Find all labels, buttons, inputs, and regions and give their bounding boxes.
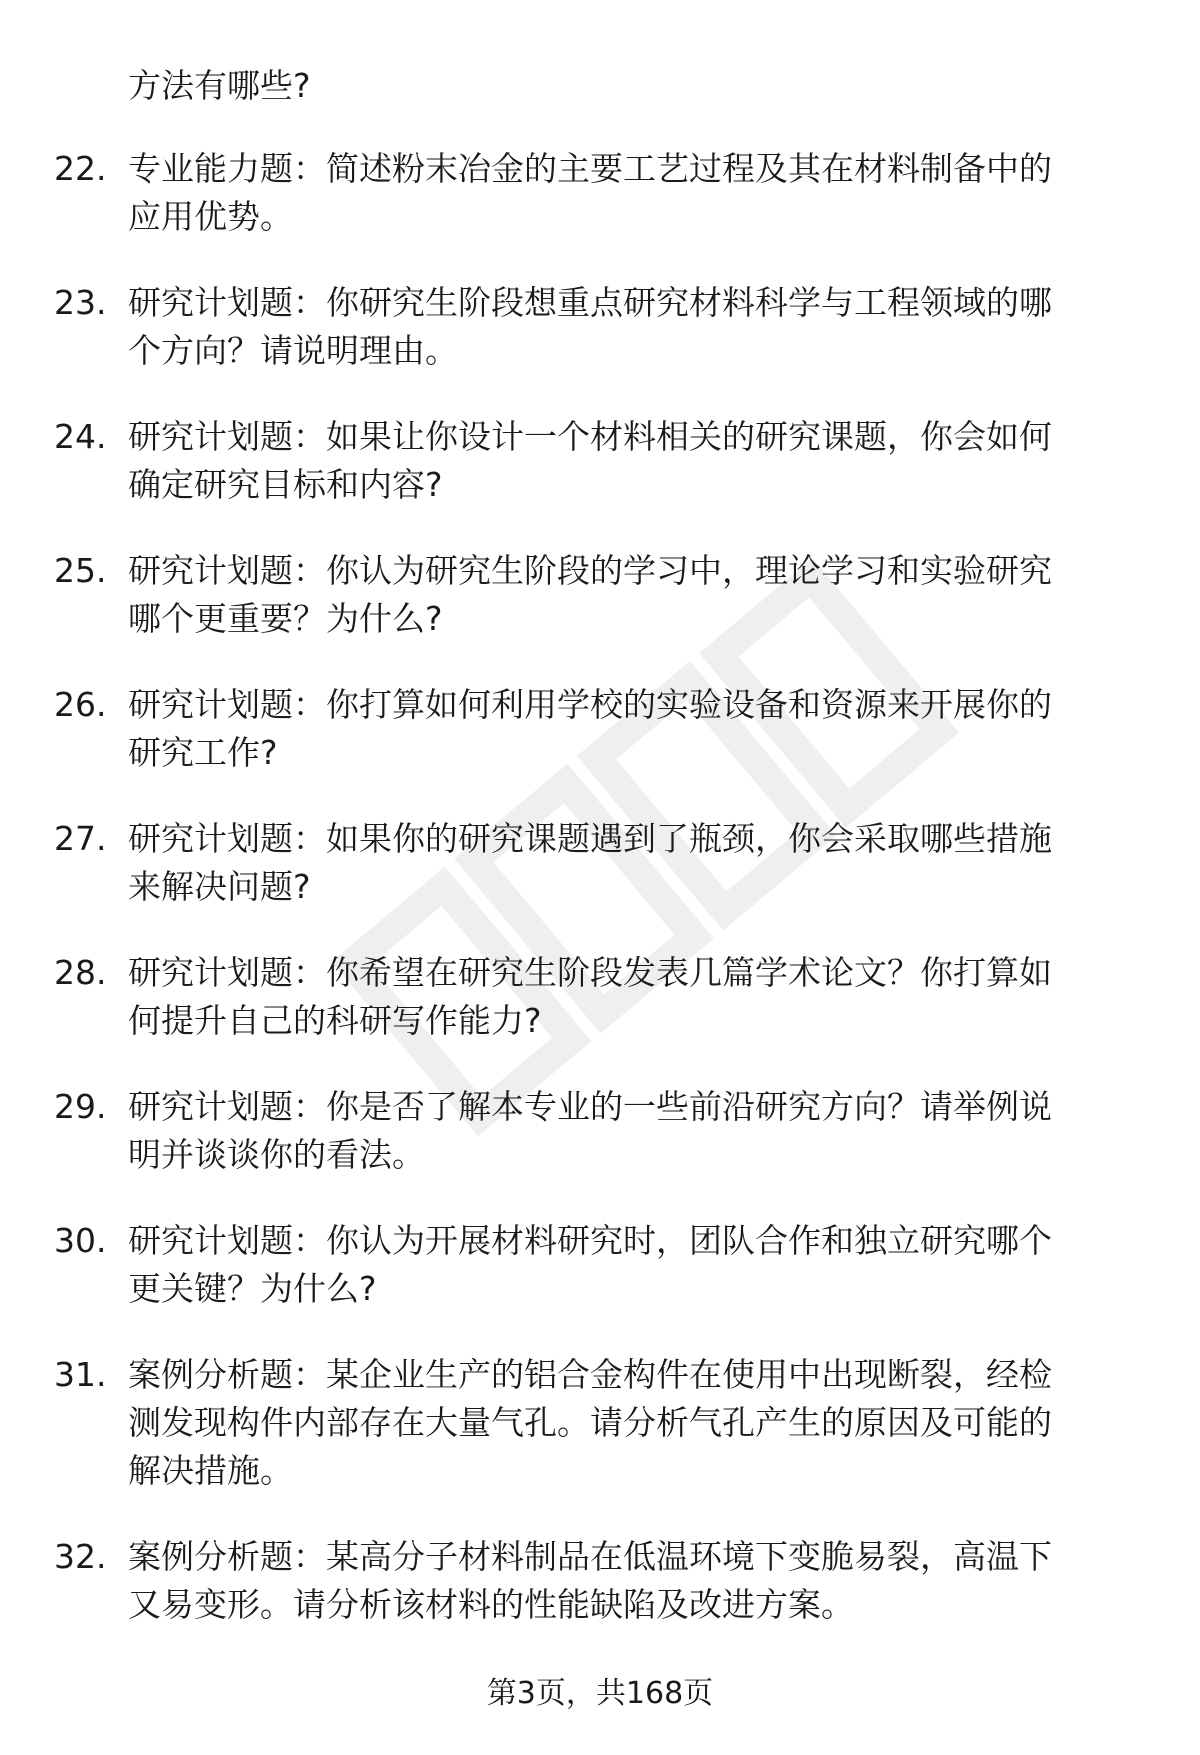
- question-text-line: 研究计划题：你打算如何利用学校的实验设备和资源来开展你的: [128, 685, 1052, 724]
- question-text-line: 研究计划题：如果你的研究课题遇到了瓶颈，你会采取哪些措施: [128, 819, 1052, 858]
- question-text-line: 研究计划题：你认为开展材料研究时，团队合作和独立研究哪个: [128, 1221, 1052, 1260]
- question-text-line: 个方向？请说明理由。: [128, 331, 458, 370]
- question-number: 24.: [54, 417, 107, 456]
- question-text-line: 更关键？为什么?: [128, 1269, 377, 1308]
- question-text-line: 研究计划题：你希望在研究生阶段发表几篇学术论文？你打算如: [128, 953, 1052, 992]
- question-item-30: [0, 1217, 1200, 1313]
- question-item-32: [0, 1533, 1200, 1629]
- question-text-line: 测发现构件内部存在大量气孔。请分析气孔产生的原因及可能的: [128, 1403, 1052, 1442]
- question-number: 27.: [54, 819, 107, 858]
- question-item-26: [0, 681, 1200, 777]
- question-item-23: [0, 279, 1200, 375]
- question-number: 32.: [54, 1537, 107, 1576]
- question-item-24: [0, 413, 1200, 509]
- question-number: 22.: [54, 149, 107, 188]
- question-text-line: 何提升自己的科研写作能力?: [128, 1001, 542, 1040]
- question-item-25: [0, 547, 1200, 643]
- question-text-line: 专业能力题：简述粉末冶金的主要工艺过程及其在材料制备中的: [128, 149, 1052, 188]
- question-text-line: 明并谈谈你的看法。: [128, 1135, 425, 1174]
- question-text-line: 应用优势。: [128, 197, 293, 236]
- question-number: 29.: [54, 1087, 107, 1126]
- question-item-31: [0, 1351, 1200, 1495]
- question-text-line: 研究计划题：你研究生阶段想重点研究材料科学与工程领域的哪: [128, 283, 1052, 322]
- question-text-line: 案例分析题：某企业生产的铝合金构件在使用中出现断裂，经检: [128, 1355, 1052, 1394]
- question-number: 30.: [54, 1221, 107, 1260]
- question-text-line: 研究计划题：你认为研究生阶段的学习中，理论学习和实验研究: [128, 551, 1052, 590]
- question-item-28: [0, 949, 1200, 1045]
- question-text-line: 解决措施。: [128, 1451, 293, 1490]
- question-text-line: 哪个更重要？为什么?: [128, 599, 443, 638]
- question-text-line: 研究计划题：如果让你设计一个材料相关的研究课题，你会如何: [128, 417, 1052, 456]
- question-number: 23.: [54, 283, 107, 322]
- question-item-22: [0, 145, 1200, 241]
- question-number: 25.: [54, 551, 107, 590]
- question-text-line: 来解决问题?: [128, 867, 311, 906]
- question-text-line: 案例分析题：某高分子材料制品在低温环境下变脆易裂，高温下: [128, 1537, 1052, 1576]
- question-number: 26.: [54, 685, 107, 724]
- question-item-29: [0, 1083, 1200, 1179]
- question-item-27: [0, 815, 1200, 911]
- question-list: [0, 145, 1200, 1667]
- question-text-line: 又易变形。请分析该材料的性能缺陷及改进方案。: [128, 1585, 854, 1624]
- question-number: 31.: [54, 1355, 107, 1394]
- question-text-line: 研究工作?: [128, 733, 278, 772]
- question-text-line: 研究计划题：你是否了解本专业的一些前沿研究方向？请举例说: [128, 1087, 1052, 1126]
- question-text-line: 确定研究目标和内容?: [128, 465, 443, 504]
- continued-question-text: 方法有哪些?: [128, 66, 311, 105]
- page-number-footer: 第3页，共168页: [486, 1676, 714, 1711]
- question-number: 28.: [54, 953, 107, 992]
